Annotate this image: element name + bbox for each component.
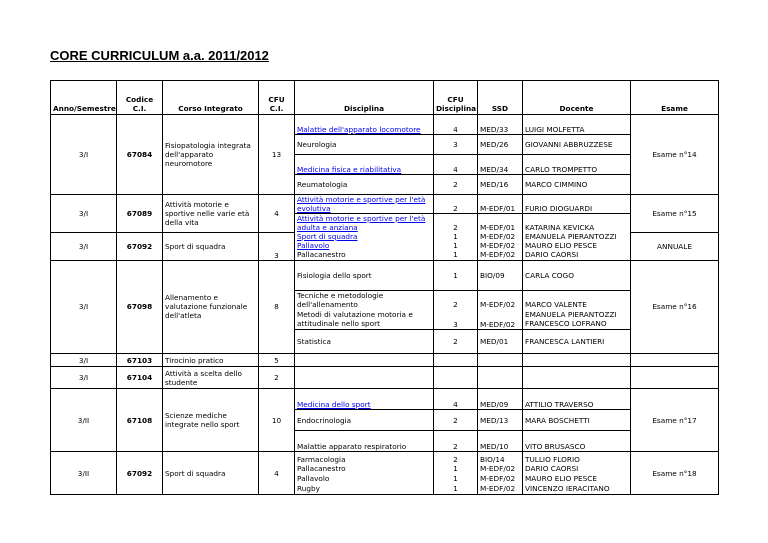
- cfu-ci-cell: 3: [259, 232, 295, 260]
- header-row: [51, 81, 719, 115]
- anno-cell: 3/II: [51, 452, 117, 495]
- empty-cell: [523, 354, 631, 367]
- header-docente: Docente: [523, 81, 631, 115]
- cfu-cell: 2: [434, 290, 478, 309]
- disciplina-cell: Metodi di valutazione motoria e attitudinale nello sport: [295, 309, 434, 330]
- cfu-cell: 2: [434, 175, 478, 195]
- docente-cell: FURIO DIOGUARDI: [523, 195, 631, 214]
- codice-cell: 67103: [117, 354, 163, 367]
- corso-cell: Fisiopatologia integrata dell'apparato neuromotore: [163, 115, 259, 195]
- empty-cell: [295, 354, 434, 367]
- page-title: CORE CURRICULUM a.a. 2011/2012: [50, 48, 269, 63]
- cfu-cell: 4: [434, 155, 478, 175]
- table-row: [51, 195, 719, 214]
- docente-cell: ATTILIO TRAVERSO: [523, 389, 631, 410]
- ssd-cell: BIO/14: [478, 452, 523, 464]
- codice-cell: 67089: [117, 195, 163, 233]
- cfu-ci-cell: 4: [259, 195, 295, 233]
- empty-cell: [523, 367, 631, 389]
- docente-cell: GIOVANNI ABBRUZZESE: [523, 135, 631, 155]
- disciplina-cell: Farmacologia: [295, 452, 434, 464]
- disciplina-cell: Fisiologia dello sport: [295, 260, 434, 290]
- cfu-cell: 1: [434, 241, 478, 250]
- corso-cell: Allenamento e valutazione funzionale dell'atleta: [163, 260, 259, 354]
- corso-cell: Tirocinio pratico: [163, 354, 259, 367]
- disciplina-cell: Reumatologia: [295, 175, 434, 195]
- ssd-cell: M-EDF/02: [478, 474, 523, 484]
- disciplina-link[interactable]: Attività motorie e sportive per l'età evolutiva: [295, 195, 434, 214]
- esame-cell: Esame n°16: [631, 260, 719, 354]
- cfu-cell: 2: [434, 452, 478, 464]
- ssd-cell: MED/13: [478, 410, 523, 431]
- codice-cell: 67092: [117, 452, 163, 495]
- header-disciplina: Disciplina: [295, 81, 434, 115]
- empty-cell: [478, 367, 523, 389]
- cfu-ci-cell: 5: [259, 354, 295, 367]
- cfu-cell: 1: [434, 464, 478, 474]
- disciplina-cell: Pallacanestro: [295, 250, 434, 260]
- corso-cell: Scienze mediche integrate nello sport: [163, 389, 259, 452]
- ssd-cell: MED/33: [478, 115, 523, 135]
- disciplina-cell: Tecniche e metodologie dell'allenamento: [295, 290, 434, 309]
- curriculum-table: [50, 80, 719, 495]
- empty-cell: [434, 354, 478, 367]
- docente-cell: LUIGI MOLFETTA: [523, 115, 631, 135]
- cfu-cell: 2: [434, 431, 478, 452]
- ssd-cell: M-EDF/02: [478, 290, 523, 309]
- cfu-cell: 4: [434, 115, 478, 135]
- cfu-cell: 3: [434, 135, 478, 155]
- corso-cell: Sport di squadra: [163, 232, 259, 260]
- ssd-cell: MED/09: [478, 389, 523, 410]
- docente-cell: KATARINA KEVICKA: [523, 214, 631, 233]
- corso-cell: Attività a scelta dello studente: [163, 367, 259, 389]
- table-row: [51, 389, 719, 410]
- empty-cell: [631, 367, 719, 389]
- codice-cell: 67098: [117, 260, 163, 354]
- docente-cell: MAURO ELIO PESCE: [523, 241, 631, 250]
- cfu-cell: 2: [434, 214, 478, 233]
- table-row: [51, 232, 719, 241]
- cfu-cell: 1: [434, 484, 478, 495]
- table-row: [51, 367, 719, 389]
- header-codice: Codice C.I.: [117, 81, 163, 115]
- anno-cell: 3/I: [51, 260, 117, 354]
- disciplina-link[interactable]: Attività motorie e sportive per l'età adulta e anziana: [295, 214, 434, 233]
- empty-cell: [295, 367, 434, 389]
- docente-cell: TULLIO FLORIO: [523, 452, 631, 464]
- empty-cell: [631, 354, 719, 367]
- table-row: [51, 260, 719, 290]
- codice-cell: 67084: [117, 115, 163, 195]
- ssd-cell: M-EDF/01: [478, 214, 523, 233]
- docente-cell: VITO BRUSASCO: [523, 431, 631, 452]
- docente-cell: VINCENZO IERACITANO: [523, 484, 631, 495]
- esame-cell: ANNUALE: [631, 232, 719, 260]
- cfu-ci-cell: 13: [259, 115, 295, 195]
- ssd-cell: M-EDF/02: [478, 250, 523, 260]
- codice-cell: 67104: [117, 367, 163, 389]
- ssd-cell: MED/34: [478, 155, 523, 175]
- table-row: [51, 452, 719, 464]
- anno-cell: 3/II: [51, 389, 117, 452]
- esame-cell: Esame n°18: [631, 452, 719, 495]
- docente-cell: CARLO TROMPETTO: [523, 155, 631, 175]
- ssd-cell: MED/26: [478, 135, 523, 155]
- cfu-cell: 1: [434, 250, 478, 260]
- disciplina-link[interactable]: Medicina fisica e riabilitativa: [295, 155, 434, 175]
- disciplina-link[interactable]: Sport di squadra: [295, 232, 434, 241]
- ssd-cell: M-EDF/02: [478, 464, 523, 474]
- disciplina-link[interactable]: Medicina dello sport: [295, 389, 434, 410]
- disciplina-cell: Rugby: [295, 484, 434, 495]
- ssd-cell: MED/16: [478, 175, 523, 195]
- ssd-cell: M-EDF/02: [478, 241, 523, 250]
- cfu-cell: 1: [434, 474, 478, 484]
- cfu-ci-cell: 2: [259, 367, 295, 389]
- disciplina-link[interactable]: Pallavolo: [295, 241, 434, 250]
- ssd-cell: MED/01: [478, 330, 523, 354]
- disciplina-cell: Pallacanestro: [295, 464, 434, 474]
- docente-cell: CARLA COGO: [523, 260, 631, 290]
- codice-cell: 67092: [117, 232, 163, 260]
- cfu-cell: 4: [434, 389, 478, 410]
- header-esame: Esame: [631, 81, 719, 115]
- header-corso: Corso Integrato: [163, 81, 259, 115]
- table-row: [51, 354, 719, 367]
- docente-cell: DARIO CAORSI: [523, 250, 631, 260]
- cfu-ci-cell: 4: [259, 452, 295, 495]
- disciplina-cell: Statistica: [295, 330, 434, 354]
- cfu-ci-cell: 10: [259, 389, 295, 452]
- ssd-cell: M-EDF/02: [478, 232, 523, 241]
- anno-cell: 3/I: [51, 367, 117, 389]
- ssd-cell: MED/10: [478, 431, 523, 452]
- docente-cell: MARA BOSCHETTI: [523, 410, 631, 431]
- header-cfu-ci: CFU C.I.: [259, 81, 295, 115]
- docente-cell: EMANUELA PIERANTOZZI: [523, 232, 631, 241]
- cfu-cell: 3: [434, 309, 478, 330]
- cfu-cell: 2: [434, 410, 478, 431]
- anno-cell: 3/I: [51, 232, 117, 260]
- disciplina-cell: Pallavolo: [295, 474, 434, 484]
- esame-cell: Esame n°14: [631, 115, 719, 195]
- corso-cell: Sport di squadra: [163, 452, 259, 495]
- docente-cell: DARIO CAORSI: [523, 464, 631, 474]
- disciplina-cell: Endocrinologia: [295, 410, 434, 431]
- docente-cell: EMANUELA PIERANTOZZI FRANCESCO LOFRANO: [523, 309, 631, 330]
- ssd-cell: M-EDF/02: [478, 484, 523, 495]
- corso-cell: Attività motorie e sportive nelle varie età della vita: [163, 195, 259, 233]
- docente-cell: MAURO ELIO PESCE: [523, 474, 631, 484]
- cfu-ci-cell: 8: [259, 260, 295, 354]
- cfu-cell: 2: [434, 330, 478, 354]
- ssd-cell: BIO/09: [478, 260, 523, 290]
- esame-cell: Esame n°17: [631, 389, 719, 452]
- anno-cell: 3/I: [51, 354, 117, 367]
- docente-cell: FRANCESCA LANTIERI: [523, 330, 631, 354]
- anno-cell: 3/I: [51, 195, 117, 233]
- disciplina-link[interactable]: Malattie dell'apparato locomotore: [295, 115, 434, 135]
- header-anno: Anno/Semestre: [51, 81, 117, 115]
- cfu-cell: 1: [434, 260, 478, 290]
- cfu-cell: 2: [434, 195, 478, 214]
- anno-cell: 3/I: [51, 115, 117, 195]
- esame-cell: Esame n°15: [631, 195, 719, 233]
- ssd-cell: M-EDF/01: [478, 195, 523, 214]
- empty-cell: [478, 354, 523, 367]
- empty-cell: [434, 367, 478, 389]
- table-row: [51, 115, 719, 135]
- disciplina-cell: Neurologia: [295, 135, 434, 155]
- disciplina-cell: Malattie apparato respiratorio: [295, 431, 434, 452]
- docente-cell: MARCO CIMMINO: [523, 175, 631, 195]
- header-cfu-disciplina: CFU Disciplina: [434, 81, 478, 115]
- docente-cell: MARCO VALENTE: [523, 290, 631, 309]
- cfu-cell: 1: [434, 232, 478, 241]
- codice-cell: 67108: [117, 389, 163, 452]
- header-ssd: SSD: [478, 81, 523, 115]
- ssd-cell: M-EDF/02: [478, 309, 523, 330]
